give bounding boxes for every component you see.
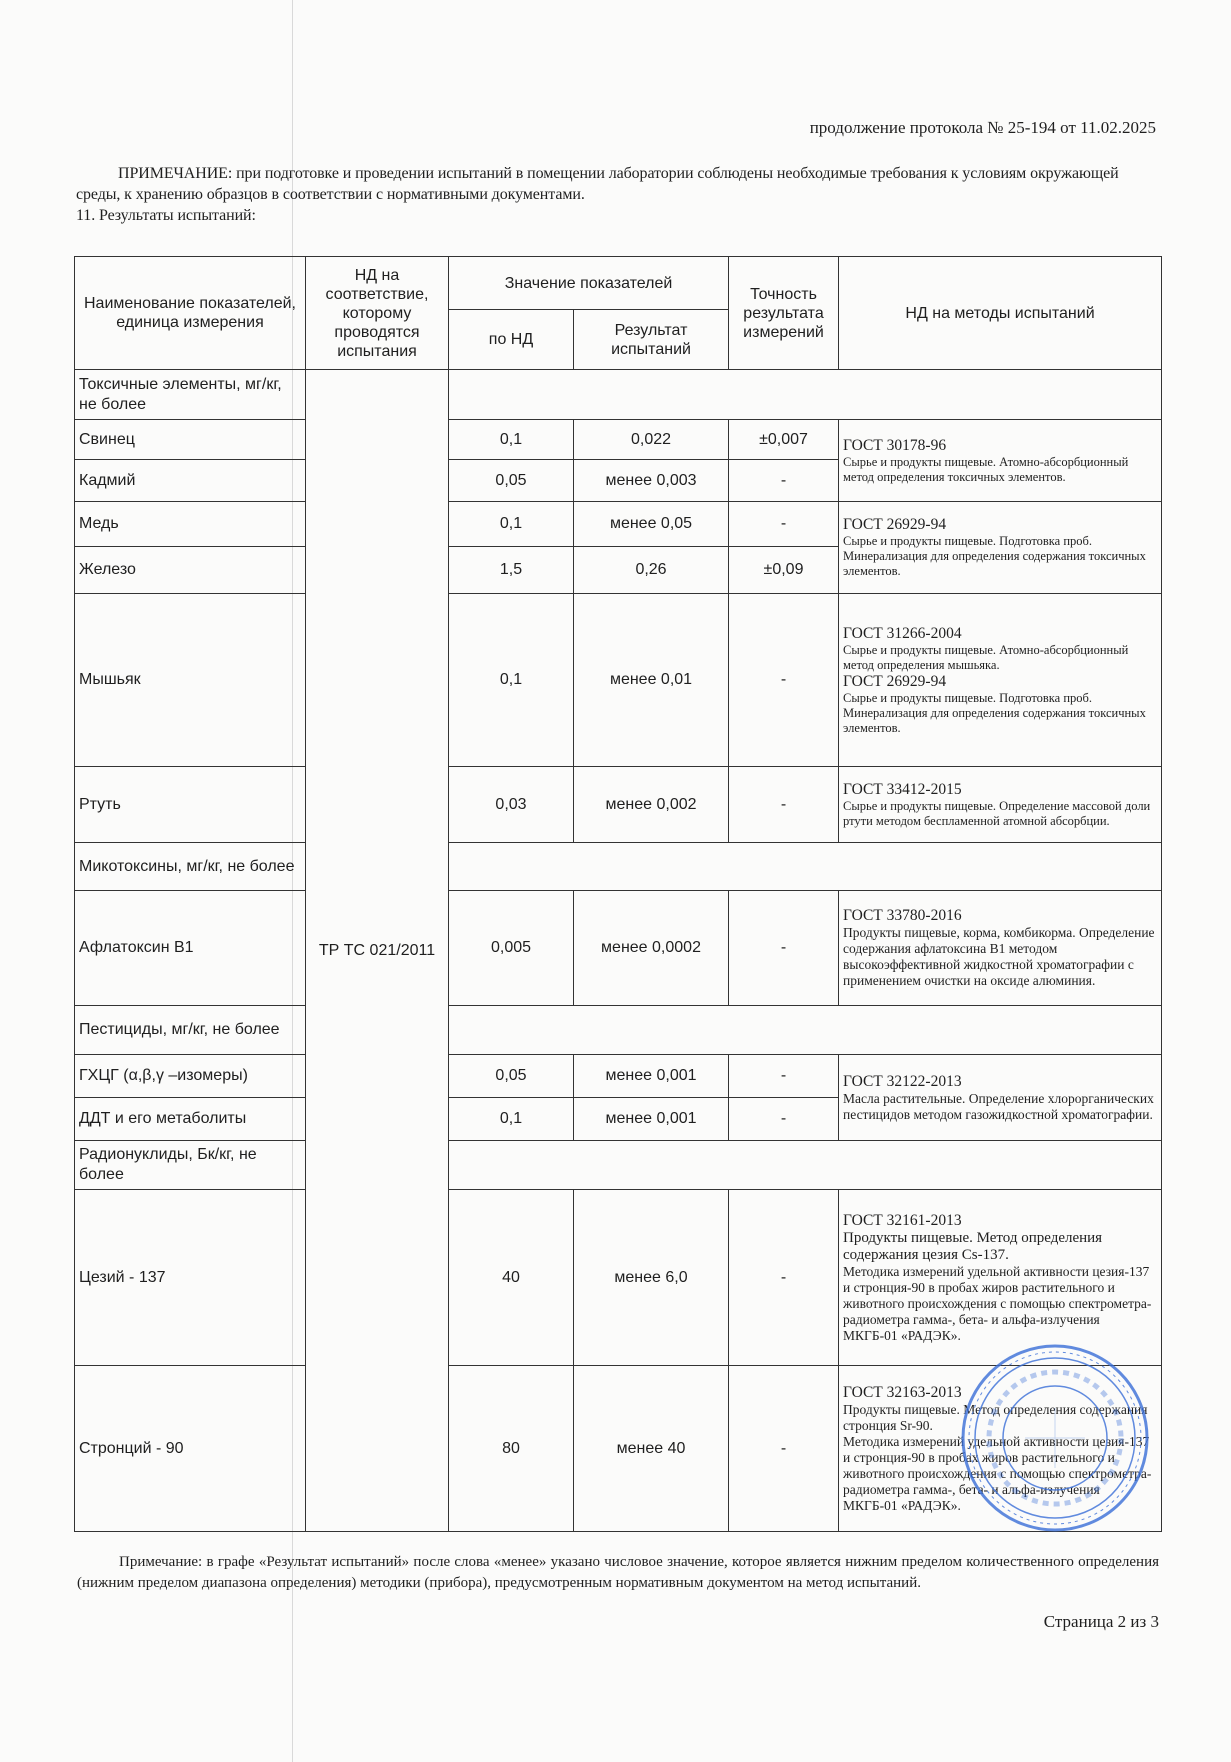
header-result: Результат испытаний	[574, 310, 729, 370]
group-toxic: Токсичные элементы, мг/кг, не более	[75, 370, 306, 420]
section-title: 11. Результаты испытаний:	[76, 207, 256, 224]
page-number: Страница 2 из 3	[1043, 1612, 1159, 1631]
method-cell: ГОСТ 33780-2016 Продукты пищевые, корма, комбикорма. Определение содержания афлатоксина B1 методом высокоэффективной жидкостной хроматографии с применением очистки на оксиде алюминия.	[839, 891, 1162, 1006]
table-row: ДДТ и его метаболиты 0,1 менее 0,001 -	[75, 1098, 1162, 1141]
method-cell: ГОСТ 31266-2004 Сырье и продукты пищевые. Атомно-абсорбционный метод определения мышьяка. ГОСТ 26929-94 Сырье и продукты пищевые. Подготовка проб. Минерализация для определения содержания токсичных элементов.	[839, 594, 1162, 767]
table-row: Афлатоксин B1 0,005 менее 0,0002 - ГОСТ 33780-2016 Продукты пищевые, корма, комбикорма. Определение содержания афлатоксина B1 методом высокоэффективной жидкостной хроматографии с применением очистки на оксиде алюминия.	[75, 891, 1162, 1006]
header-by-nd: по НД	[449, 310, 574, 370]
table-row: ГХЦГ (α,β,γ –изомеры) 0,05 менее 0,001 - ГОСТ 32122-2013 Масла растительные. Определение хлорорганических пестицидов методом газожидкостной хроматографии.	[75, 1055, 1162, 1098]
table-row: Свинец 0,1 0,022 ±0,007 ГОСТ 30178-96 Сырье и продукты пищевые. Атомно-абсорбционный метод определения токсичных элементов.	[75, 420, 1162, 460]
table-row: Стронций - 90 80 менее 40 - ГОСТ 32163-2013 Продукты пищевые. Метод определения содержания стронция Sr-90. Методика измерений удельной активности цезия-137 и стронция-90 в пробах жиров растительного и животного происхождения с помощью спектрометра-радиометра гамма-, бета- и альфа-излучения МКГБ-01 «РАДЭК».	[75, 1366, 1162, 1532]
header-values: Значение показателей	[449, 257, 729, 310]
method-cell: ГОСТ 33412-2015 Сырье и продукты пищевые. Определение массовой доли ртути методом беспламенной атомной абсорбции.	[839, 767, 1162, 843]
group-radionuclides: Радионуклиды, Бк/кг, не более	[75, 1141, 306, 1190]
group-row	[75, 1006, 1162, 1055]
group-pesticides: Пестициды, мг/кг, не более	[75, 1006, 306, 1055]
top-note	[76, 163, 1156, 226]
group-row	[75, 1141, 1162, 1190]
nd-conformity-value: ТР ТС 021/2011	[306, 370, 449, 1532]
method-cell: ГОСТ 32161-2013 Продукты пищевые. Метод определения содержания цезия Cs-137. Методика измерений удельной активности цезия-137 и стронция-90 в пробах жиров растительного и животного происхождения с помощью спектрометра-радиометра гамма-, бета- и альфа-излучения МКГБ-01 «РАДЭК».	[839, 1190, 1162, 1366]
method-cell: ГОСТ 30178-96 Сырье и продукты пищевые. Атомно-абсорбционный метод определения токсичных элементов.	[839, 420, 1162, 502]
method-cell: ГОСТ 26929-94 Сырье и продукты пищевые. Подготовка проб. Минерализация для определения содержания токсичных элементов.	[839, 502, 1162, 594]
table-row: Кадмий 0,05 менее 0,003 -	[75, 460, 1162, 502]
bottom-note	[77, 1552, 1159, 1594]
method-cell: ГОСТ 32122-2013 Масла растительные. Определение хлорорганических пестицидов методом газожидкостной хроматографии.	[839, 1055, 1162, 1141]
header-accuracy: Точность результата измерений	[729, 257, 839, 370]
table-row: Железо 1,5 0,26 ±0,09	[75, 547, 1162, 594]
header-nd-conformity: НД на соответствие, которому проводятся испытания	[306, 257, 449, 370]
table-row: Цезий - 137 40 менее 6,0 - ГОСТ 32161-2013 Продукты пищевые. Метод определения содержания цезия Cs-137. Методика измерений удельной активности цезия-137 и стронция-90 в пробах жиров растительного и животного происхождения с помощью спектрометра-радиометра гамма-, бета- и альфа-излучения МКГБ-01 «РАДЭК».	[75, 1190, 1162, 1366]
top-note-text: ПРИМЕЧАНИЕ: при подготовке и проведении испытаний в помещении лаборатории соблюдены необходимые требования к условиям окружающей среды, к хранению образцов в соответствии с нормативными документами.	[76, 165, 1119, 203]
seal-stamp	[955, 1338, 1155, 1538]
table-row: Мышьяк 0,1 менее 0,01 - ГОСТ 31266-2004 Сырье и продукты пищевые. Атомно-абсорбционный метод определения мышьяка. ГОСТ 26929-94 Сырье и продукты пищевые. Подготовка проб. Минерализация для определения содержания токсичных элементов.	[75, 594, 1162, 767]
method-cell: ГОСТ 32163-2013 Продукты пищевые. Метод определения содержания стронция Sr-90. Методика измерений удельной активности цезия-137 и стронция-90 в пробах жиров растительного и животного происхождения с помощью спектрометра-радиометра гамма-, бета- и альфа-излучения МКГБ-01 «РАДЭК».	[839, 1366, 1162, 1532]
table-row: Ртуть 0,03 менее 0,002 - ГОСТ 33412-2015 Сырье и продукты пищевые. Определение массовой доли ртути методом беспламенной атомной абсорбции.	[75, 767, 1162, 843]
protocol-reference: продолжение протокола № 25-194 от 11.02.2025	[809, 118, 1156, 137]
header-methods: НД на методы испытаний	[839, 257, 1162, 370]
bottom-note-text: Примечание: в графе «Результат испытаний» после слова «менее» указано числовое значение, которое является нижним пределом количественного определения (нижним пределом диапазона определения) методики (прибора), предусмотренным нормативным документом на метод испытаний.	[77, 1554, 1159, 1591]
group-row	[75, 843, 1162, 891]
group-row	[75, 370, 1162, 420]
table-row: Медь 0,1 менее 0,05 - ГОСТ 26929-94 Сырье и продукты пищевые. Подготовка проб. Минерализация для определения содержания токсичных элементов.	[75, 502, 1162, 547]
group-mycotoxins: Микотоксины, мг/кг, не более	[75, 843, 306, 891]
header-name: Наименование показателей, единица измерения	[75, 257, 306, 370]
